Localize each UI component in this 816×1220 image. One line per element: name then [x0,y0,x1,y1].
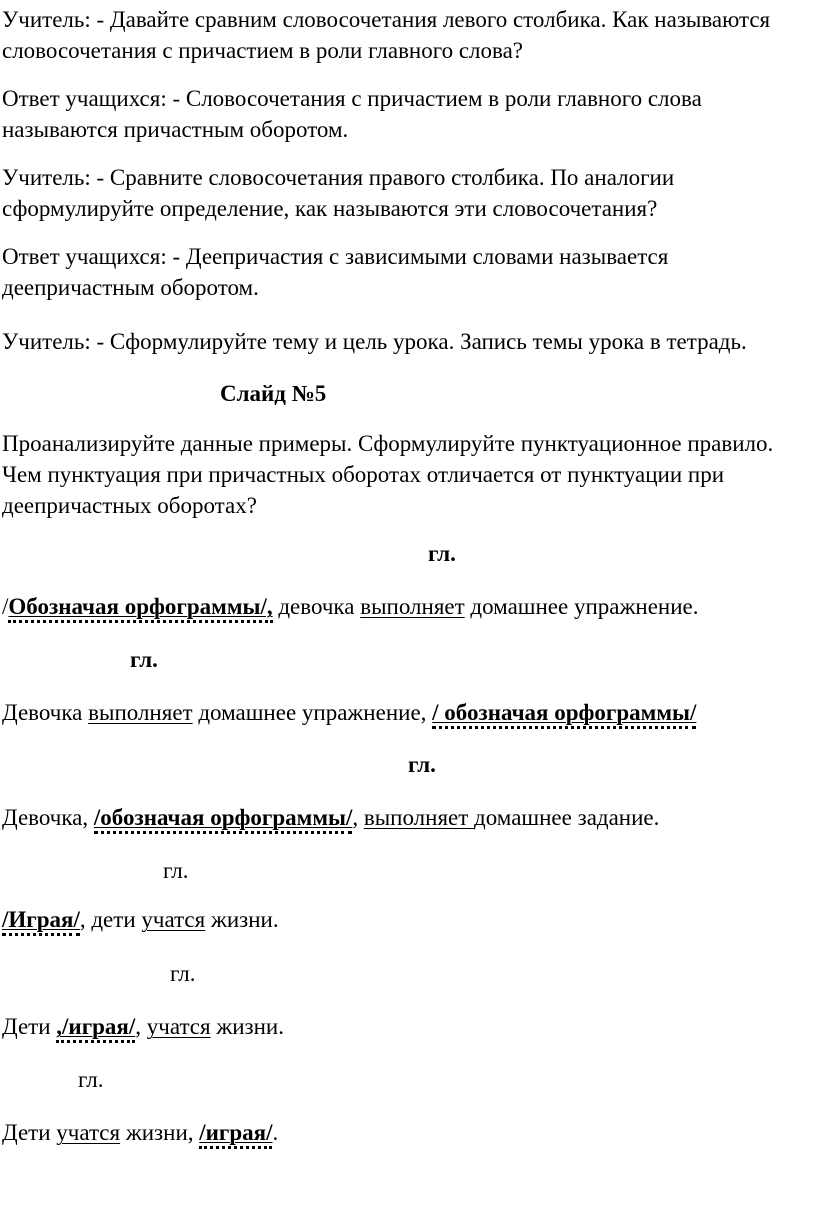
example-sentence-5 [2,1011,284,1042]
teacher-question-2: Учитель: - Сравните словосочетания правого столбика. По аналогии сформулируйте определение, как называются эти словосочетания? [2,165,675,221]
text-fragment: / [2,594,9,619]
text-fragment: жизни, [120,1120,200,1145]
predicate-mark: гл. [170,961,196,986]
example-sentence-3 [2,802,659,833]
predicate-verb: учатся [146,1014,211,1039]
adverbial-phrase: / обозначая орфограммы/ [432,700,696,729]
text-fragment: жизни. [205,907,279,932]
text-fragment: девочка [272,594,361,619]
text-fragment: домашнее упражнение. [464,594,699,619]
example-sentence-6 [2,1117,278,1148]
predicate-verb: учатся [141,907,206,932]
adverbial-phrase: /обозначая орфограммы/ [94,805,352,834]
predicate-mark: гл. [163,858,189,883]
text-fragment: домашнее задание. [474,805,660,830]
text-fragment: Девочка, [2,805,94,830]
teacher-instruction: Учитель: - Сформулируйте тему и цель урока. Запись темы урока в тетрадь. [2,329,747,354]
text-fragment: Девочка [2,700,89,725]
text-fragment: , дети [79,907,142,932]
predicate-mark: гл. [428,541,456,566]
predicate-verb: выполняет [88,700,193,725]
text-fragment: , [352,805,364,830]
adverbial-phrase: /играя/ [199,1120,272,1149]
example-sentence-2 [2,697,696,728]
example-sentence-4 [2,904,279,935]
predicate-mark: гл. [408,752,436,777]
text-fragment: . [272,1120,279,1145]
text-fragment: Дети [2,1014,57,1039]
slide-title: Слайд №5 [220,381,327,406]
adverbial-phrase: /Играя/ [2,907,80,936]
text-fragment: жизни. [210,1014,284,1039]
text-fragment: домашнее упражнение, [192,700,433,725]
text-fragment: , [135,1014,147,1039]
adverbial-phrase: ,/играя/ [56,1014,135,1043]
predicate-mark: гл. [78,1067,104,1092]
predicate-verb: учатся [56,1120,121,1145]
predicate-verb: выполняет [360,594,465,619]
student-answer-2: Ответ учащихся: - Деепричастия с зависимыми словами называется деепричастным оборотом. [2,244,669,300]
teacher-question-1: Учитель: - Давайте сравним словосочетания левого столбика. Как называются словосочетания с причастием в роли главного слова? [2,7,771,63]
example-sentence-1 [2,591,698,622]
text-fragment: Дети [2,1120,57,1145]
adverbial-phrase: Обозначая орфограммы/, [8,594,272,623]
predicate-mark: гл. [130,647,158,672]
student-answer-1: Ответ учащихся: - Словосочетания с причастием в роли главного слова называются причастным оборотом. [2,86,702,142]
predicate-verb: выполняет [363,805,475,830]
task-paragraph: Проанализируйте данные примеры. Сформулируйте пунктуационное правило. Чем пунктуация при причастных оборотах отличается от пунктуации при деепричастных оборотах? [2,431,774,518]
